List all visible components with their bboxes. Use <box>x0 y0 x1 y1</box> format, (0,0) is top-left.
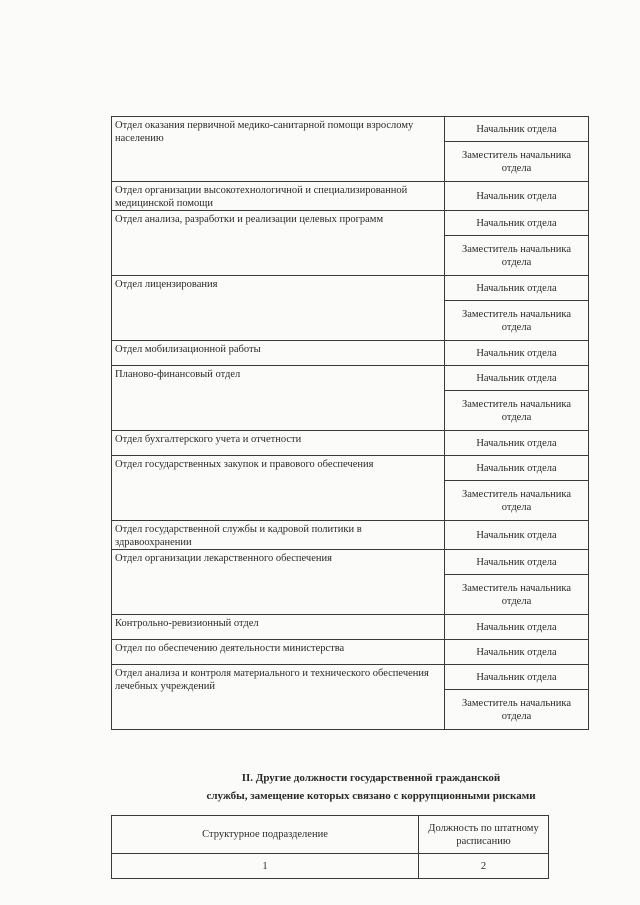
department-name: Отдел государственной службы и кадровой политики в здравоохранении <box>112 521 445 550</box>
position-title: Начальник отдела <box>445 431 589 456</box>
position-title: Начальник отдела <box>445 366 589 391</box>
header-row <box>112 816 549 854</box>
table-row <box>112 456 589 481</box>
position-title: Начальник отдела <box>445 182 589 211</box>
section-heading-line-2: службы, замещение которых связано с коррупционными рисками <box>206 790 536 802</box>
position-title: Заместитель начальника отдела <box>445 481 589 521</box>
table-row <box>112 117 589 142</box>
other-positions-table <box>111 815 549 879</box>
header-position: Должность по штатному расписанию <box>419 816 549 854</box>
department-name: Отдел лицензирования <box>112 276 445 341</box>
department-name: Отдел мобилизационной работы <box>112 341 445 366</box>
department-name: Контрольно-ревизионный отдел <box>112 615 445 640</box>
table-row <box>112 615 589 640</box>
table-row <box>112 431 589 456</box>
position-title: Начальник отдела <box>445 276 589 301</box>
column-numbers-row <box>112 854 549 879</box>
position-title: Начальник отдела <box>445 521 589 550</box>
table-row <box>112 182 589 211</box>
positions-table <box>111 116 589 730</box>
table-row <box>112 550 589 575</box>
table-row <box>112 665 589 690</box>
department-name: Отдел государственных закупок и правового обеспечения <box>112 456 445 521</box>
position-title: Начальник отдела <box>445 341 589 366</box>
department-name: Отдел анализа и контроля материального и технического обеспечения лечебных учреждений <box>112 665 445 730</box>
department-name: Планово-финансовый отдел <box>112 366 445 431</box>
department-name: Отдел организации высокотехнологичной и специализированной медицинской помощи <box>112 182 445 211</box>
header-structural-unit: Структурное подразделение <box>112 816 419 854</box>
positions-table-body <box>112 117 589 730</box>
position-title: Начальник отдела <box>445 640 589 665</box>
department-name: Отдел бухгалтерского учета и отчетности <box>112 431 445 456</box>
department-name: Отдел по обеспечению деятельности министерства <box>112 640 445 665</box>
position-title: Начальник отдела <box>445 665 589 690</box>
department-name: Отдел оказания первичной медико-санитарной помощи взрослому населению <box>112 117 445 182</box>
column-number-1: 1 <box>112 854 419 879</box>
section-heading-line-1: II. Другие должности государственной гражданской <box>241 772 501 784</box>
position-title: Начальник отдела <box>445 456 589 481</box>
table-row <box>112 276 589 301</box>
section-heading <box>111 769 631 805</box>
position-title: Заместитель начальника отдела <box>445 236 589 276</box>
position-title: Заместитель начальника отдела <box>445 301 589 341</box>
position-title: Заместитель начальника отдела <box>445 690 589 730</box>
table-row <box>112 211 589 236</box>
position-title: Начальник отдела <box>445 117 589 142</box>
table-row <box>112 640 589 665</box>
position-title: Начальник отдела <box>445 550 589 575</box>
position-title: Начальник отдела <box>445 211 589 236</box>
position-title: Заместитель начальника отдела <box>445 391 589 431</box>
position-title: Заместитель начальника отдела <box>445 575 589 615</box>
department-name: Отдел организации лекарственного обеспечения <box>112 550 445 615</box>
table-row <box>112 521 589 550</box>
column-number-2: 2 <box>419 854 549 879</box>
position-title: Заместитель начальника отдела <box>445 142 589 182</box>
table-row <box>112 341 589 366</box>
table-row <box>112 366 589 391</box>
position-title: Начальник отдела <box>445 615 589 640</box>
department-name: Отдел анализа, разработки и реализации целевых программ <box>112 211 445 276</box>
